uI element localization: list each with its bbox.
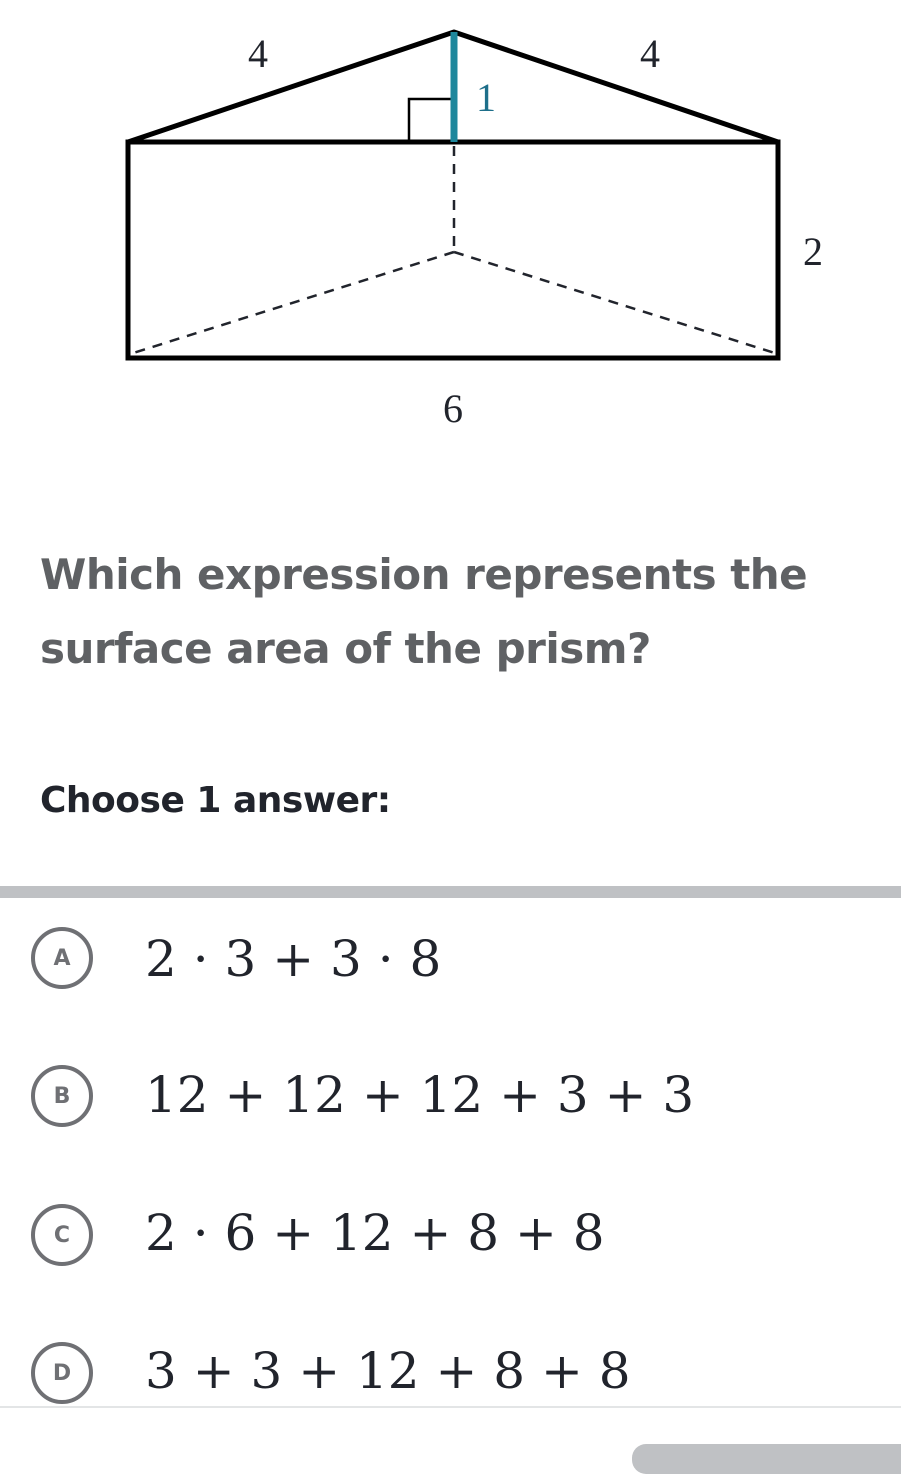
choice-a-expression: 2 · 3 + 3 · 8: [145, 930, 442, 988]
side-label: 2: [803, 229, 823, 274]
prism-figure: [0, 0, 901, 440]
choice-c-expression: 2 · 6 + 12 + 8 + 8: [145, 1204, 605, 1262]
choice-a[interactable]: [0, 892, 901, 1028]
choice-c[interactable]: [0, 1166, 901, 1302]
choose-answer-prompt: Choose 1 answer:: [40, 780, 391, 821]
bottom-action-bar[interactable]: [632, 1444, 901, 1474]
hidden-edges: [130, 146, 778, 354]
bottom-divider: [0, 1406, 901, 1408]
base-label: 6: [443, 386, 463, 431]
right-angle-marker: [409, 99, 454, 142]
choice-d-expression: 3 + 3 + 12 + 8 + 8: [145, 1342, 631, 1400]
question-line-2: surface area of the prism?: [40, 624, 651, 673]
choice-c-letter-circle: C: [31, 1204, 93, 1266]
question-text: [40, 538, 870, 686]
choice-a-letter-circle: A: [31, 927, 93, 989]
prism-front-face: [128, 142, 778, 358]
height-label: 1: [476, 75, 496, 120]
question-line-1: Which expression represents the: [40, 550, 808, 599]
right-slant-label: 4: [640, 31, 660, 76]
choice-b-letter-circle: B: [31, 1065, 93, 1127]
choice-b-expression: 12 + 12 + 12 + 3 + 3: [145, 1066, 695, 1124]
choice-d[interactable]: [0, 1304, 901, 1440]
choice-b[interactable]: [0, 1028, 901, 1164]
choice-d-letter-circle: D: [31, 1342, 93, 1404]
left-slant-label: 4: [248, 31, 268, 76]
